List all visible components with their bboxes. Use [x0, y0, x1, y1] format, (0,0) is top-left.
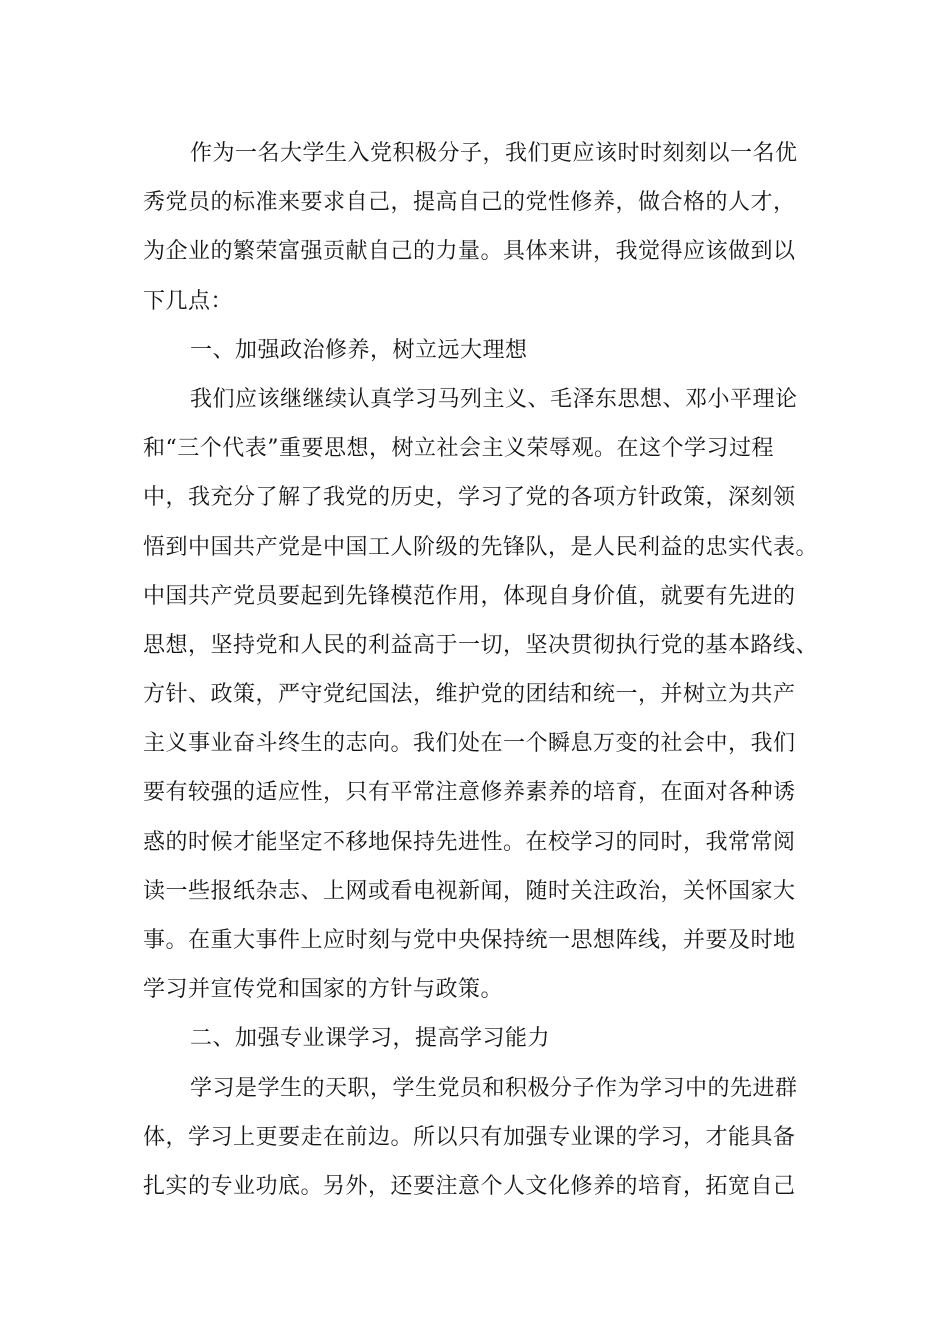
document-body: [143, 129, 823, 1211]
paragraph-2-line-9: 要有较强的适应性，只有平常注意修养素养的培育，在面对各种诱: [143, 780, 796, 806]
paragraph-1-line-4: 下几点：: [143, 288, 234, 314]
paragraph-2-line-13: 学习并宣传党和国家的方针与政策。: [143, 977, 504, 1003]
paragraph-1-line-2: 秀党员的标准来要求自己，提高自己的党性修养，做合格的人才，: [143, 190, 796, 216]
paragraph-2-line-1: 我们应该继继续认真学习马列主义、毛泽东思想、邓小平理论: [190, 386, 798, 412]
section-heading-1: 一、加强政治修养，树立远大理想: [190, 337, 528, 363]
paragraph-3-line-1: 学习是学生的天职，学生党员和积极分子作为学习中的先进群: [190, 1075, 798, 1101]
paragraph-1-line-1: 作为一名大学生入党积极分子，我们更应该时时刻刻以一名优: [190, 141, 798, 166]
paragraph-2-line-11: 读一些报纸杂志、上网或看电视新闻，随时关注政治，关怀国家大: [143, 878, 796, 904]
paragraph-1-line-3: 为企业的繁荣富强贡献自己的力量。具体来讲，我觉得应该做到以: [143, 239, 796, 265]
paragraph-2-line-10: 惑的时候才能坚定不移地保持先进性。在校学习的同时，我常常阅: [143, 829, 796, 855]
paragraph-3-line-3: 扎实的专业功底。另外，还要注意个人文化修养的培育，拓宽自己: [143, 1173, 796, 1199]
paragraph-2-line-2: 和“三个代表”重要思想，树立社会主义荣辱观。在这个学习过程: [143, 436, 774, 462]
paragraph-2-line-7: 方针、政策，严守党纪国法，维护党的团结和统一，并树立为共产: [143, 682, 796, 708]
section-heading-2: 二、加强专业课学习，提高学习能力: [190, 1026, 551, 1052]
paragraph-2-line-12: 事。在重大事件上应时刻与党中央保持统一思想阵线，并要及时地: [143, 928, 796, 953]
paragraph-2-line-3: 中，我充分了解了我党的历史，学习了党的各项方针政策，深刻领: [143, 485, 796, 511]
paragraph-2-line-4: 悟到中国共产党是中国工人阶级的先锋队，是人民利益的忠实代表。: [143, 534, 819, 560]
paragraph-3-line-2: 体，学习上更要走在前边。所以只有加强专业课的学习，才能具备: [143, 1124, 796, 1150]
paragraph-2-line-8: 主义事业奋斗终生的志向。我们处在一个瞬息万变的社会中，我们: [143, 731, 796, 757]
paragraph-2-line-5: 中国共产党员要起到先锋模范作用，体现自身价值，就要有先进的: [143, 583, 796, 609]
paragraph-2-line-6: 思想，坚持党和人民的利益高于一切，坚决贯彻执行党的基本路线、: [143, 632, 819, 658]
